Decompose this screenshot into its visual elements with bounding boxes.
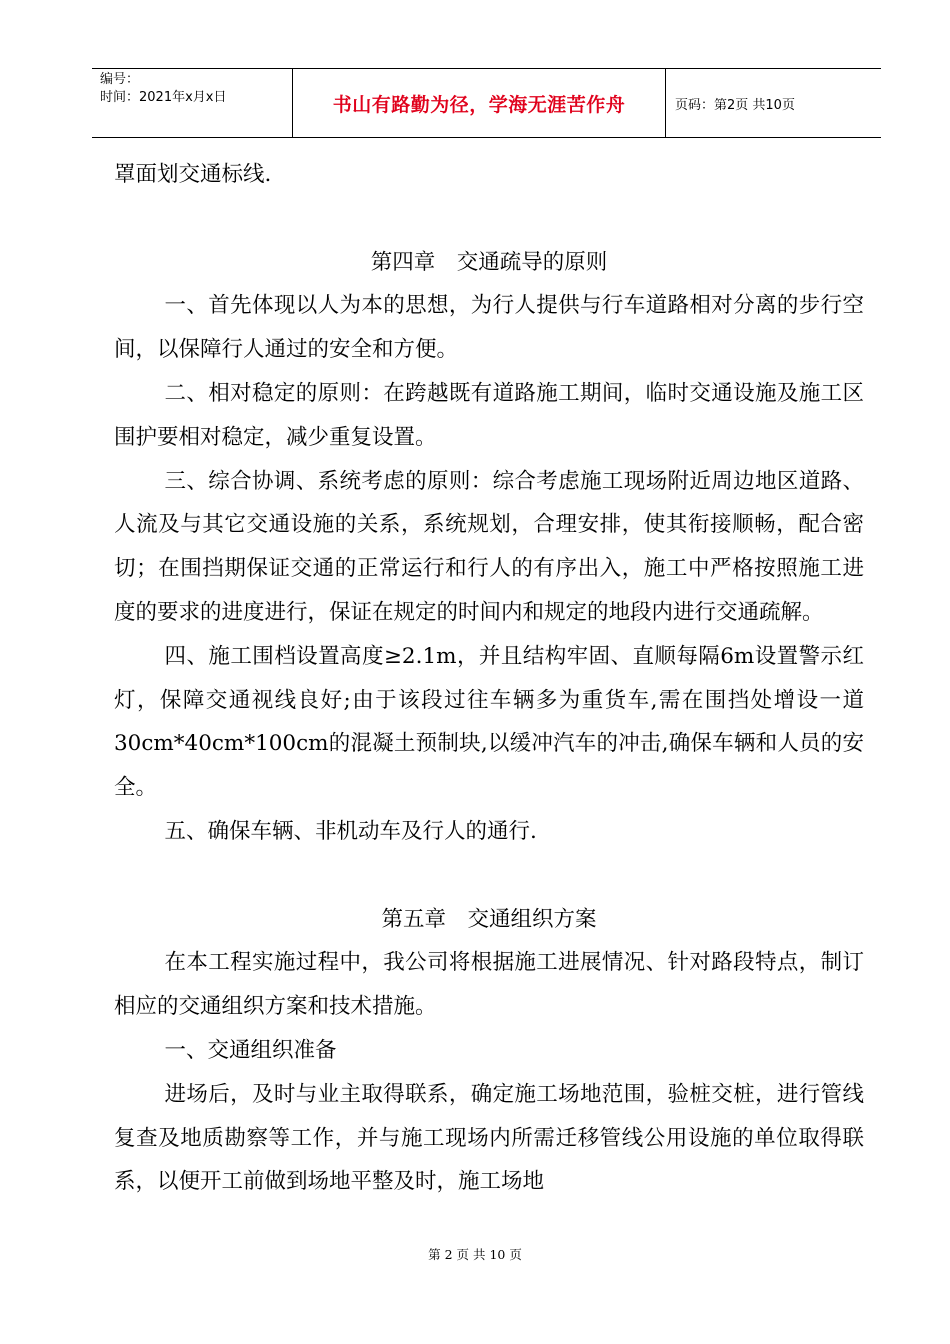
chapter-heading-5: 第五章 交通组织方案 xyxy=(381,906,597,932)
paragraph: 进场后，及时与业主取得联系，确定施工场地范围，验桩交桩，进行管线复查及地质勘察等工作，并与施工现场内所需迁移管线公用设施的单位取得联系，以便开工前做到场地平整及时，施工场地 xyxy=(114,1081,864,1195)
header-motto-cell xyxy=(293,69,666,137)
time-label: 时间：2021年x月x日 xyxy=(100,90,227,105)
document-body xyxy=(114,153,864,1204)
paragraph: 四、施工围档设置高度≥2.1m，并且结构牢固、直顺每隔6m设置警示红灯，保障交通视线良好;由于该段过往车辆多为重货车,需在围挡处增设一道30cm*40cm*100cm的混凝土预制块,以缓冲汽车的冲击,确保车辆和人员的安全。 xyxy=(114,643,864,801)
page-header xyxy=(92,68,881,138)
paragraph: 在本工程实施过程中，我公司将根据施工进展情况、针对路段特点，制订相应的交通组织方案和技术措施。 xyxy=(114,950,864,1020)
paragraph: 罩面划交通标线. xyxy=(114,162,272,187)
motto-text: 书山有路勤为径，学海无涯苦作舟 xyxy=(332,93,626,116)
page-footer xyxy=(0,1245,950,1263)
number-label: 编号： xyxy=(100,72,140,87)
header-page-info xyxy=(666,69,881,137)
chapter-heading-4: 第四章 交通疏导的原则 xyxy=(370,249,608,275)
section-heading: 一、交通组织准备 xyxy=(164,1037,337,1063)
paragraph: 一、首先体现以人为本的思想，为行人提供与行车道路相对分离的步行空间，以保障行人通过的安全和方便。 xyxy=(114,293,864,363)
paragraph: 三、综合协调、系统考虑的原则：综合考虑施工现场附近周边地区道路、人流及与其它交通设施的关系，系统规划，合理安排，使其衔接顺畅，配合密切；在围挡期保证交通的正常运行和行人的有序出入，施工中严格按照施工进度的要求的进度进行，保证在规定的时间内和规定的地段内进行交通疏解。 xyxy=(114,468,864,625)
page-info-text: 页码：第2页 共10页 xyxy=(675,97,795,113)
paragraph: 二、相对稳定的原则：在跨越既有道路施工期间，临时交通设施及施工区围护要相对稳定，减少重复设置。 xyxy=(114,380,864,450)
footer-page-number: 第 2 页 共 10 页 xyxy=(428,1247,522,1262)
header-meta xyxy=(92,69,293,137)
spacer xyxy=(114,854,864,898)
paragraph: 五、确保车辆、非机动车及行人的通行. xyxy=(164,818,537,844)
spacer xyxy=(114,197,864,241)
